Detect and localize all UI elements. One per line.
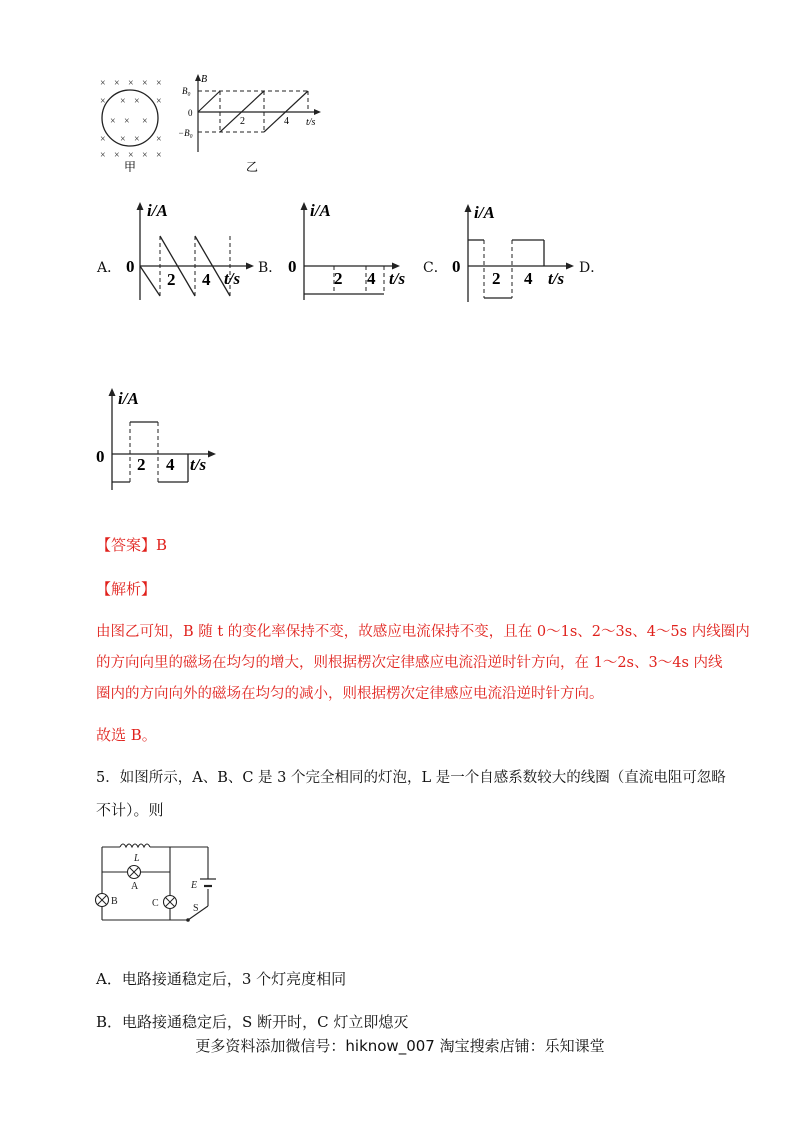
yi-tick-2: 2 <box>240 116 245 127</box>
option-b-zero: 0 <box>288 257 297 276</box>
svg-text:×: × <box>156 96 162 107</box>
analysis-line-2: 的方向向里的磁场在均匀的增大，则根据楞次定律感应电流沿逆时针方向，在 1～2s、3～4s 内线 <box>96 655 723 671</box>
svg-text:×: × <box>100 78 106 89</box>
option-a-y-label: i/A <box>147 201 168 220</box>
option-d-tick-2: 2 <box>137 455 146 474</box>
option-d-x-label: t/s <box>190 455 207 474</box>
svg-text:×: × <box>134 96 140 107</box>
svg-text:×: × <box>128 78 134 89</box>
svg-text:×: × <box>156 78 162 89</box>
option-d-y-label: i/A <box>118 389 139 408</box>
option-b-tick-2: 2 <box>334 269 343 288</box>
option-b-tick-4: 4 <box>367 269 376 288</box>
option-d-label: D． <box>579 260 605 276</box>
figure-jia <box>96 72 166 172</box>
answer-line <box>96 538 167 553</box>
option-b-label: B． <box>258 260 283 276</box>
q5-line-1: 5．如图所示，A、B、C 是 3 个完全相同的灯泡，L 是一个自感系数较大的线圈（直流电阻可忽略 <box>96 770 726 786</box>
figure-yi <box>176 72 326 172</box>
option-b-x-label: t/s <box>389 269 406 288</box>
svg-text:×: × <box>156 150 162 161</box>
circuit-label-s: S <box>193 903 199 914</box>
svg-text:×: × <box>100 150 106 161</box>
answer-value: B <box>156 536 168 554</box>
q5-option-b: B．电路接通稳定后，S 断开时，C 灯立即熄灭 <box>96 1013 409 1031</box>
option-d-tick-4: 4 <box>166 455 175 474</box>
option-c-label: C． <box>423 260 448 276</box>
q5-line-2: 不计）。则 <box>96 801 164 819</box>
option-b-graph <box>284 196 424 306</box>
q5-option-a: A．电路接通稳定后，3 个灯亮度相同 <box>96 970 347 988</box>
yi-caption: 乙 <box>246 160 259 172</box>
circuit-label-l: L <box>134 853 140 864</box>
svg-text:×: × <box>142 78 148 89</box>
analysis-conclusion: 故选 B。 <box>96 726 157 744</box>
footer-text: 更多资料添加微信号：hiknow_007 淘宝搜索店铺：乐知课堂 <box>195 1037 605 1055</box>
option-c-zero: 0 <box>452 257 461 276</box>
circuit-label-e: E <box>191 880 198 891</box>
yi-negb0-label: −B₀ <box>178 128 193 138</box>
option-c-curve <box>468 240 544 298</box>
option-a-graph <box>120 196 260 306</box>
option-c-x-label: t/s <box>548 269 565 288</box>
svg-text:×: × <box>142 150 148 161</box>
svg-text:×: × <box>114 150 120 161</box>
option-c-graph <box>450 198 590 308</box>
analysis-line-1: 由图乙可知，B 随 t 的变化率保持不变，故感应电流保持不变，且在 0～1s、2～3s、4～5s 内线圈内 <box>96 624 750 640</box>
circuit-label-c: C <box>152 898 159 909</box>
option-d-curve <box>112 422 188 482</box>
option-a-zero: 0 <box>126 257 135 276</box>
option-a-label: A． <box>97 260 122 276</box>
option-c-y-label: i/A <box>474 203 495 222</box>
analysis-label: 【解析】 <box>96 580 157 598</box>
svg-text:×: × <box>120 134 126 145</box>
answer-label: 【答案】 <box>96 536 157 554</box>
svg-text:×: × <box>124 116 130 127</box>
inductor-coil <box>120 844 150 847</box>
circuit-diagram <box>90 836 220 932</box>
option-a-x-label: t/s <box>224 269 241 288</box>
svg-text:×: × <box>134 134 140 145</box>
option-b-y-label: i/A <box>310 201 331 220</box>
svg-text:×: × <box>100 96 106 107</box>
option-d-zero: 0 <box>96 447 105 466</box>
option-c-tick-2: 2 <box>492 269 501 288</box>
option-a-tick-4: 4 <box>202 270 211 289</box>
svg-text:×: × <box>128 150 134 161</box>
svg-text:×: × <box>114 78 120 89</box>
analysis-line-3: 圈内的方向向外的磁场在均匀的减小，则根据楞次定律感应电流沿逆时针方向。 <box>96 686 604 702</box>
svg-text:×: × <box>142 116 148 127</box>
option-a-tick-2: 2 <box>167 270 176 289</box>
option-d-graph <box>92 382 232 494</box>
jia-caption: 甲 <box>124 160 137 172</box>
yi-y-label: B <box>201 74 208 85</box>
option-c-tick-4: 4 <box>524 269 533 288</box>
svg-text:×: × <box>156 134 162 145</box>
yi-b0-label: B₀ <box>182 86 191 96</box>
yi-tick-4: 4 <box>284 116 289 127</box>
circuit-label-b: B <box>111 896 118 907</box>
svg-text:×: × <box>110 116 116 127</box>
svg-text:×: × <box>100 134 106 145</box>
circuit-label-a: A <box>131 881 139 892</box>
svg-text:×: × <box>120 96 126 107</box>
yi-zero-label: 0 <box>188 108 193 118</box>
yi-x-label: t/s <box>306 117 316 128</box>
